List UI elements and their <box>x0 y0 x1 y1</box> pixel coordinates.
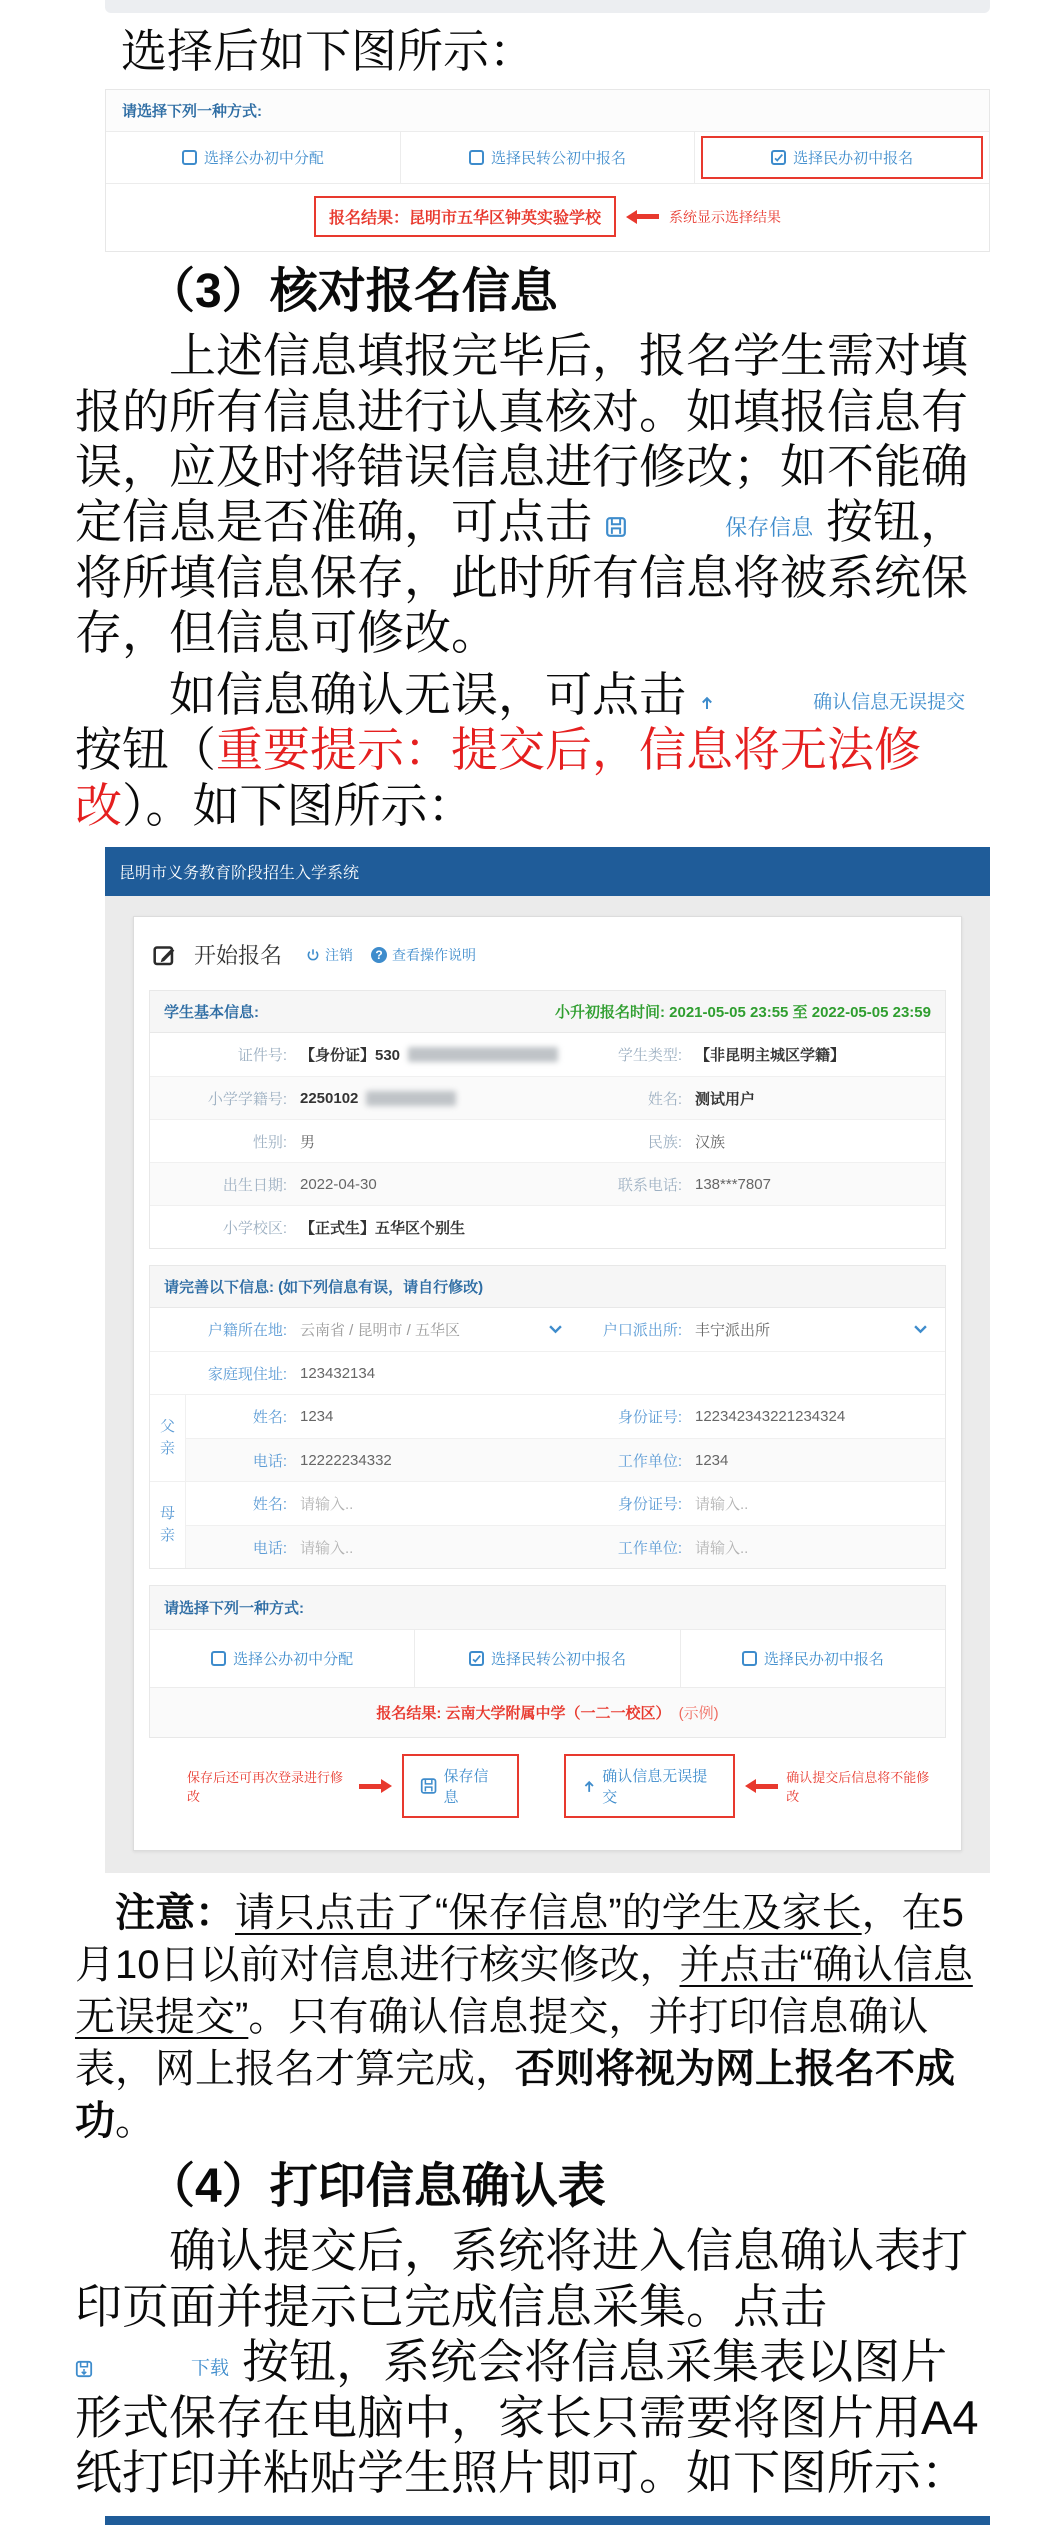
table-row <box>150 1162 945 1205</box>
field-value: 测试用户 <box>695 1090 756 1108</box>
mother-id-field[interactable]: 请输入.. <box>695 1496 749 1514</box>
save-info-button[interactable]: 保存信息 <box>605 515 813 541</box>
system-titlebar: 昆明市义务教育阶段招生入学系统 <box>105 847 990 896</box>
mother-name-field[interactable]: 请输入.. <box>300 1496 354 1514</box>
edit-square-icon <box>152 943 176 967</box>
field-value: 【身份证】530 <box>300 1047 401 1065</box>
paragraph-text: 按钮，将所填信息保存，此时所有信息将被系统保存，但信息可修改。 <box>75 495 968 660</box>
father-employer-field[interactable]: 1234 <box>695 1451 729 1469</box>
field-label: 电话: <box>252 1539 287 1557</box>
notice-underline: 请只点击了“保存信息”的学生及家长 <box>235 1891 862 1936</box>
field-label: 出生日期: <box>222 1176 287 1194</box>
field-value: 138***7807 <box>695 1175 771 1193</box>
address-field[interactable]: 123432134 <box>300 1364 376 1382</box>
father-phone-field[interactable]: 12222234332 <box>300 1451 392 1469</box>
system-body <box>105 896 990 1873</box>
registration-result: 报名结果：昆明市五华区钟英实验学校 <box>314 196 616 237</box>
red-arrow-icon <box>626 210 659 224</box>
mother-employer-field[interactable]: 请输入.. <box>695 1539 749 1557</box>
field-label: 姓名: <box>252 1409 287 1427</box>
paragraph-check-info <box>0 328 1052 661</box>
previous-screenshot-remnant <box>105 0 990 13</box>
example-note: (示例) <box>678 1705 719 1723</box>
residence-row <box>150 1308 945 1351</box>
address-row <box>150 1351 945 1394</box>
submit-annotation: 确认提交后信息将不能修改 <box>786 1770 930 1805</box>
section-4-heading: （4）打印信息确认表 <box>147 2160 606 2214</box>
field-label: 民族: <box>647 1133 682 1151</box>
action-row <box>149 1738 946 1832</box>
arrow-up-icon <box>699 695 715 711</box>
system-screenshot <box>105 847 990 1873</box>
option-row <box>150 1630 945 1687</box>
father-group <box>150 1394 945 1481</box>
red-arrow-icon <box>745 1779 778 1793</box>
arrow-up-icon <box>582 1779 596 1794</box>
field-label: 小学校区: <box>222 1219 287 1237</box>
field-label: 户口派出所: <box>602 1322 682 1340</box>
field-value: 【非昆明主城区学籍】 <box>695 1047 846 1065</box>
next-screenshot-top-edge <box>105 2516 990 2525</box>
checkbox-icon <box>469 150 484 165</box>
notice-paragraph: 注意：请只点击了“保存信息”的学生及家长，在5月10日以前对信息进行核实修改，并点击“确认信息无误提交”。只有确认信息提交，并打印信息确认表，网上报名才算完成，否则将视为网上报名不成功。 <box>75 1891 973 2144</box>
option-private-to-public[interactable] <box>401 132 696 183</box>
basic-info-title: 学生基本信息: <box>164 1004 259 1022</box>
option-label: 选择民办初中报名 <box>763 1651 884 1669</box>
complete-info-table <box>149 1308 946 1569</box>
important-warning: 重要提示：提交后，信息将无法修改 <box>75 723 921 832</box>
table-row <box>150 1076 945 1119</box>
table-row <box>186 1395 945 1438</box>
result-annotation: 系统显示选择结果 <box>669 208 781 225</box>
notice-underline: 并点击“确认信息无误提交” <box>75 1943 973 2040</box>
choose-method-header: 请选择下列一种方式: <box>106 90 989 132</box>
registration-result: 报名结果: 云南大学附属中学（一二一校区） <box>376 1705 671 1723</box>
choose-method-header: 请选择下列一种方式: <box>150 1586 945 1630</box>
question-circle-icon: ? <box>371 947 387 963</box>
option-label: 选择公办初中分配 <box>233 1651 354 1669</box>
page-title: 开始报名 <box>194 943 283 969</box>
option-public-assignment[interactable] <box>106 132 401 183</box>
paragraph-text: 按钮（ <box>75 723 216 777</box>
paragraph-print-form <box>0 2223 1052 2500</box>
confirm-submit-button[interactable]: 确认信息无误提交 <box>699 692 965 714</box>
field-label: 家庭现住址: <box>207 1365 287 1383</box>
basic-info-header-bar <box>149 990 946 1033</box>
section-3-heading: （3）核对报名信息 <box>147 265 558 319</box>
download-button[interactable]: 下载 <box>75 2358 229 2380</box>
field-label: 工作单位: <box>617 1539 682 1557</box>
save-info-button[interactable]: 保存信息 <box>402 1754 519 1818</box>
police-station-select[interactable]: 丰宁派出所 <box>695 1319 945 1340</box>
intro-line: 选择后如下图所示： <box>121 25 535 77</box>
field-value: 2022-04-30 <box>300 1175 377 1193</box>
field-label: 小学学籍号: <box>207 1090 287 1108</box>
choose-method-box <box>149 1585 946 1738</box>
selection-screenshot <box>105 89 990 252</box>
option-label: 选择民转公初中报名 <box>490 1651 626 1669</box>
checkbox-icon <box>742 1651 757 1666</box>
red-arrow-icon <box>359 1779 392 1793</box>
field-label: 联系电话: <box>617 1176 682 1194</box>
field-value: 【正式生】五华区个别生 <box>300 1219 466 1237</box>
option-row <box>106 132 989 183</box>
field-label: 身份证号: <box>617 1496 682 1514</box>
download-icon <box>75 2360 93 2378</box>
notice-bold: 否则将视为网上报名不成功 <box>75 2047 955 2144</box>
field-label: 姓名: <box>647 1090 682 1108</box>
table-row <box>186 1482 945 1525</box>
option-label: 选择民转公初中报名 <box>491 150 627 168</box>
residence-select[interactable]: 云南省 / 昆明市 / 五华区 <box>300 1319 580 1340</box>
table-row <box>150 1033 945 1076</box>
group-label: 母亲 <box>150 1482 186 1568</box>
field-label: 学生类型: <box>617 1047 682 1065</box>
floppy-save-icon <box>420 1777 437 1795</box>
redacted-value <box>366 1091 456 1106</box>
field-label: 证件号: <box>237 1047 287 1065</box>
option-label: 选择民办初中报名 <box>793 150 914 168</box>
table-row <box>186 1525 945 1568</box>
field-label: 身份证号: <box>617 1409 682 1427</box>
chevron-down-icon <box>549 1325 562 1334</box>
table-row <box>150 1205 945 1248</box>
table-row <box>186 1438 945 1481</box>
paragraph-text: ）。如下图所示： <box>122 778 475 832</box>
checkbox-checked-icon <box>469 1651 484 1666</box>
option-public-assignment[interactable] <box>150 1630 415 1687</box>
field-label: 性别: <box>252 1133 287 1151</box>
basic-info-table <box>149 1033 946 1249</box>
result-row <box>150 1687 945 1737</box>
option-private-to-public[interactable] <box>415 1630 680 1687</box>
father-name-field[interactable]: 1234 <box>300 1408 334 1426</box>
field-label: 工作单位: <box>617 1452 682 1470</box>
group-label: 父亲 <box>150 1395 186 1481</box>
checkbox-icon <box>182 150 197 165</box>
notice-label: 注意： <box>115 1891 235 1936</box>
paragraph-confirm-submit <box>0 667 1052 833</box>
result-row <box>106 183 989 251</box>
chevron-down-icon <box>914 1325 927 1334</box>
complete-info-title: 请完善以下信息: (如下列信息有误，请自行修改) <box>164 1279 484 1297</box>
field-label: 姓名: <box>252 1496 287 1514</box>
option-private-middle[interactable] <box>695 132 989 183</box>
field-value: 2250102 <box>300 1089 359 1107</box>
complete-info-header-bar <box>149 1265 946 1308</box>
power-icon <box>306 948 320 962</box>
field-label: 电话: <box>252 1452 287 1470</box>
floppy-save-icon <box>605 516 627 538</box>
confirm-submit-button[interactable]: 确认信息无误提交 <box>564 1754 735 1818</box>
checkbox-checked-icon <box>771 150 786 165</box>
field-label: 户籍所在地: <box>207 1322 287 1340</box>
field-value: 汉族 <box>695 1133 726 1151</box>
field-value: 男 <box>300 1133 316 1151</box>
option-private-middle[interactable] <box>681 1630 945 1687</box>
help-link[interactable]: ? 查看操作说明 <box>371 945 476 965</box>
mother-phone-field[interactable]: 请输入.. <box>300 1539 354 1557</box>
card-toolbar <box>134 917 961 984</box>
registration-deadline: 小升初报名时间: 2021-05-05 23:55 至 2022-05-05 23:59 <box>554 1004 931 1022</box>
paragraph-text: 如信息确认无误，可点击 <box>169 667 686 721</box>
father-id-field[interactable]: 122342343221234324 <box>695 1408 846 1426</box>
logout-link[interactable]: 注销 <box>306 945 353 965</box>
checkbox-icon <box>211 1651 226 1666</box>
paragraph-text: 按钮，系统会将信息采集表以图片形式保存在电脑中，家长只需要将图片用A4纸打印并粘贴学生照片即可。如下图所示： <box>75 2335 979 2499</box>
mother-group <box>150 1481 945 1568</box>
redacted-value <box>408 1047 558 1062</box>
option-label: 选择公办初中分配 <box>203 150 324 168</box>
registration-card <box>133 916 962 1851</box>
paragraph-text: 上述信息填报完毕后，报名学生需对填报的所有信息进行认真核对。如填报信息有误，应及时将错误信息进行修改；如不能确定信息是否准确，可点击 <box>75 329 968 549</box>
card-content <box>134 984 961 1846</box>
table-row <box>150 1119 945 1162</box>
save-annotation: 保存后还可再次登录进行修改 <box>187 1770 344 1805</box>
paragraph-text: 确认提交后，系统将进入信息确认表打印页面并提示已完成信息采集。点击 <box>75 2224 968 2333</box>
